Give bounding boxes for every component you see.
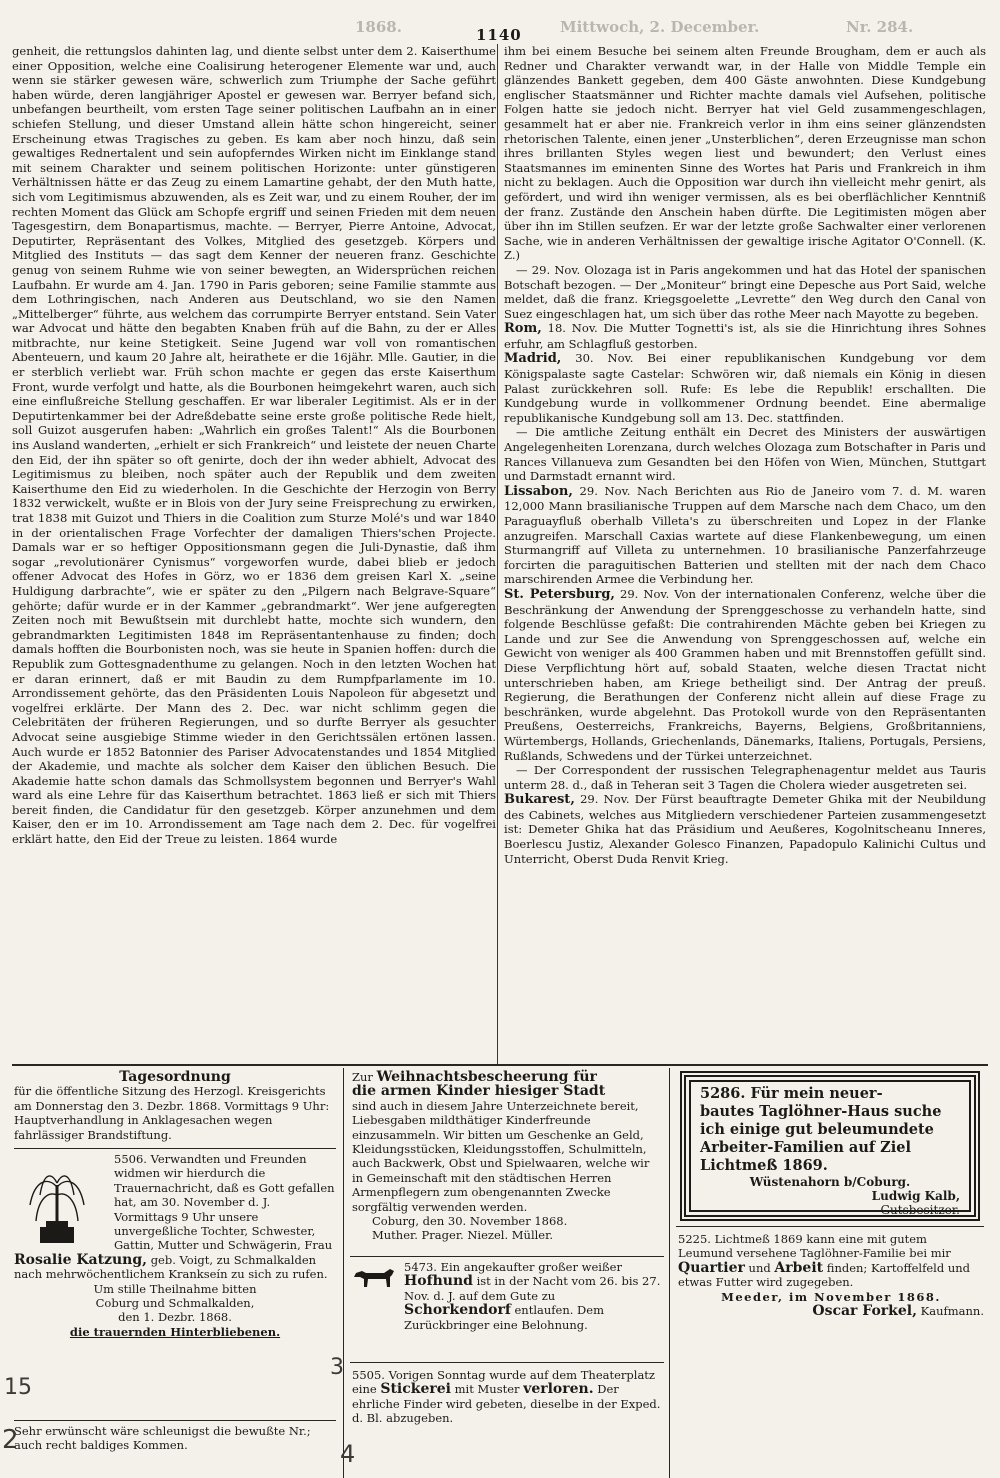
article-paragraph: — 29. Nov. Olozaga ist in Paris angekommen und hat das Hotel der spanischen Botschaft bezogen. — Der „Moniteur“ bringt eine Depesche aus Port Said, welche meldet, daß die franz. Kriegsgoelette „Levrette“ den Weg durch den Canal von Suez eingeschlagen hat, um sich über das rothe Meer nach Mayotte zu begeben.: [504, 262, 986, 321]
lichtmess-und: und: [748, 1260, 771, 1275]
deceased-name: Rosalie Katzung,: [14, 1251, 148, 1268]
death-notice-places: Coburg und Schmalkalden,: [95, 1296, 255, 1311]
lichtmess-role: Kaufmann.: [920, 1304, 984, 1319]
box-line-4: Arbeiter-Familien auf Ziel: [700, 1139, 911, 1156]
ad-separator: [676, 1226, 984, 1227]
death-notice-date: den 1. Dezbr. 1868.: [118, 1310, 232, 1325]
right-news-column: [504, 44, 986, 866]
weihnacht-date: Coburg, den 30. November 1868.: [372, 1214, 568, 1229]
news-petersburg-2: — Der Correspondent der russischen Telegraphenagentur meldet aus Tauris unterm 28. d., daß in Teheran seit 3 Tagen die Cholera wieder ausgetreten sei.: [504, 763, 986, 792]
handwritten-number: 2: [2, 1425, 19, 1455]
column-divider: [497, 44, 498, 1064]
stickerei-text-2: mit Muster: [454, 1382, 520, 1397]
lichtmess-name: Oscar Forkel,: [812, 1303, 917, 1320]
article-paragraph: genheit, die rettungslos dahinten lag, und diente selbst unter dem 2. Kaiserthume einer Opposition, welche eine Coalisirung heterogener Elemente war und, auch wenn sie stärker gewesen wäre, schwerlich zum Triumphe der Sache geführt haben würde, deren langjähriger Apostel er gewesen war. Berryer befand sich, unbefangen beurtheilt, vom ersten Tage seiner politischen Laufbahn an in einer schiefen Stellung, und dieser Umstand allein hätte schon hingereicht, seiner Erscheinung etwas Tragisches zu geben. Es kam aber noch hinzu, daß sein gewaltiges Rednertalent und sein aufopferndes Wirken nicht im Einklange stand mit seinem Charakter und seinem politischen Horizonte: unter günstigeren Verhältnissen hätte er das Zeug zu einem Lamartine gehabt, der den Muth hatte, sich vom Legitimismus abzuwenden, als es Zeit war, und zu einem Rouher, der im rechten Moment das Glück am Schopfe ergriff und seinen Frieden mit dem neuen Tagesgestirn, dem Bonapartismus, machte. — Berryer, Pierre Antoine, Advocat, Deputirter, Repräsentant des Volkes, Mitglied des gesetzgeb. Körpers und Mitglied des Instituts — das sagt dem Kenner der neueren franz. Geschichte genug von seinem Ruhme wie von seiner bewegten, an Widersprüchen reichen Laufbahn. Er wurde am 4. Jan. 1790 in Paris geboren; seine Familie stammte aus dem Lothringischen, nach Anderen aus Deutschland, wo sie den Namen „Mittelberger“ führte, aus welchem das corrumpirte Berryer entstand. Sein Vater war Advocat und hätte den begabten Knaben früh auf die Bahn, zu der er Alles mitbrachte, nur keine Stetigkeit. Seine Jugend war voll von romantischen Abenteuern, und kaum 20 Jahre alt, heirathete er die 16jähr. Mlle. Gautier, in die er sterblich verliebt war. Früh schon machte er gegen das erste Kaiserthum Front, wurde verfolgt und hatte, als die Bourbonen heimgekehrt waren, auch sich eine einflußreiche Stellung geschaffen. Er war liberaler Legitimist. Als er in der Deputirtenkammer bei der Adreßdebatte seine erste große politische Rede hielt, soll Guizot ausgerufen haben: „Wahrlich ein großes Talent!“ Als die Bourbonen ins Ausland wanderten, „erhielt er sich Frankreich“ und leistete der neuen Charte den Eid, der ihn später so oft genirte, doch der ihn weder abhielt, Advocat des Legitimismus zu bleiben, noch später auch der Republik und dem zweiten Kaiserthume den Eid zu wiederholen. In die Geschichte der Herzogin von Berry 1832 verwickelt, wußte er in Blois von der Jury seine Freisprechung zu erwirken, trat 1838 mit Guizot und Thiers in die Coalition zum Sturze Molé's und war 1840 in der orientalischen Frage Vorfechter der damaligen Thiers'schen Projecte. Damals war er so heftiger Oppositionsmann gegen die Juli-Dynastie, daß ihm sogar „revolutionärer Cynismus“ vorgeworfen wurde, dabei blieb er jedoch offener Advocat des Hofes in Görz, wo er 1836 dem greisen Karl X. „seine Huldigung darbrachte“, wie er später zu den „Pilgern nach Belgrave-Square“ gehörte; dafür wurde er in der Kammer „gebrandmarkt“. Wer jene aufgeregten Zeiten noch mit Bewußtsein mit durchlebt hatte, mochte sich wundern, den gebrandmarkten Legitimisten 1848 im Repräsentantenhause zu finden; doch damals hofften die Bourbonisten noch, was sie heute in Spanien hoffen: durch die Republik zum Gottesgnadenthume zu gelangen. Noch in den letzten Wochen hat er daran erinnert, daß er mit Baudin zu dem Rumpfparlamente im 10. Arrondissement gehörte, das den Präsidenten Louis Napoleon für abgesetzt und vogelfrei erklärte. Der Mann des 2. Dec. war nicht schlimm gegen die Celebritäten der früheren Regierungen, und so durfte Berryer als gesuchter Advocat seine ausgiebige Stimme wieder in den Gerichtssälen ertönen lassen. Auch wurde er 1852 Batonnier des Pariser Advocatenstandes und 1854 Mitglied der Akademie, und machte als solcher dem Kaiser den üblichen Besuch. Die Akademie hatte schon damals das Schmollsystem begonnen und Berryer's Wahl ward als eine Lehre für das Kaiserthum betrachtet. 1863 ließ er sich mit Thiers bereit finden, die Candidatur für den gesetzgeb. Körper anzunehmen und dem Kaiser, den er im 10. Arrondissement am Tage nach dem 2. Dec. für vogelfrei erklärt hatte, den Eid der Treue zu leisten. 1864 wurde: [12, 44, 496, 847]
box-signature-role: Gutsbesitzer.: [880, 1203, 960, 1217]
ad-tagesordnung-text: für die öffentliche Sitzung des Herzogl. Kreisgerichts am Donnerstag den 3. Dezbr. 1868. Vormittags 9 Uhr: Hauptverhandlung in Anklagesachen wegen fahrlässiger Brandstiftung.: [14, 1084, 330, 1142]
death-notice-signature: die trauernden Hinterbliebenen.: [69, 1324, 281, 1339]
hofhund-text-2: ist in der Nacht vom 26. bis 27. Nov. d. J. auf dem Gute zu: [404, 1274, 661, 1303]
box-signature-name: Ludwig Kalb,: [871, 1189, 960, 1203]
lichtmess-text: [678, 1232, 984, 1290]
handwritten-number: 3: [330, 1355, 344, 1380]
hofhund-place: Schorkendorf: [404, 1302, 511, 1319]
news-bukarest: [504, 792, 986, 866]
stickerei-text-1: 5505. Vorigen Sonntag wurde auf dem Theaterplatz eine: [352, 1368, 655, 1397]
weihnacht-names: Muther. Prager. Niezel. Müller.: [372, 1228, 553, 1243]
faded-year: 1868.: [355, 18, 402, 36]
ad-separator: [350, 1256, 664, 1257]
ad-separator: [14, 1420, 336, 1421]
box-line-2: bautes Taglöhner-Haus suche: [700, 1103, 942, 1120]
handwritten-number: 15: [4, 1375, 32, 1400]
news-lissabon: [504, 484, 986, 587]
faded-date: Mittwoch, 2. December.: [560, 18, 760, 36]
box-line-3: ich einige gut beleumundete: [700, 1121, 934, 1138]
news-madrid-2: — Die amtliche Zeitung enthält ein Decret des Ministers der auswärtigen Angelegenheiten Lorenzana, durch welches Olozaga zum Botschafter in Paris und Rances Villanueva zum Gesandten bei den Höfen von Wien, München, Stuttgart und Darmstadt ernannt wird.: [504, 425, 986, 484]
lichtmess-quartier: Quartier: [678, 1259, 745, 1276]
dateline-bukarest: Bukarest,: [504, 792, 575, 808]
hofhund-bold: Hofhund: [404, 1273, 473, 1290]
page-header: [0, 18, 1000, 44]
news-rom-text: 18. Nov. Die Mutter Tognetti's ist, als sie die Hinrichtung ihres Sohnes erfuhr, am Schlagfluß gestorben.: [504, 321, 986, 351]
death-notice-name-line: [14, 1253, 336, 1282]
ad-separator: [350, 1362, 664, 1363]
death-notice-text-2: geb. Voigt, zu Schmalkalden nach mehrwöchentlichem Krankseín zu sich zu rufen.: [14, 1252, 328, 1282]
ad-separator: [14, 1148, 336, 1149]
ad-tagesordnung: [14, 1070, 336, 1142]
lichtmess-text-2: finden; Kartoffelfeld und etwas Futter wird zugegeben.: [678, 1260, 971, 1290]
hofhund-text: [352, 1260, 662, 1332]
handwritten-number: 4: [340, 1440, 356, 1468]
weihnacht-title-1: Weihnachtsbescheerung für: [376, 1069, 597, 1085]
ad-request: [14, 1424, 336, 1453]
lichtmess-place: Meeder, im November 1868.: [721, 1289, 941, 1304]
ad-stickerei: [352, 1368, 662, 1426]
news-lissabon-text: 29. Nov. Nach Berichten aus Rio de Janeiro vom 7. d. M. waren 12,000 Mann brasilianische Truppen auf dem Marsche nach dem Chaco, um den Paraguayfluß oberhalb Villeta's zu überschreiten und Lopez in der Flanke anzugreifen. Marschall Caxias wartete auf diese Flankenbewegung, um einen Sturmangriff auf Villeta zu unternehmen. 10 brasilianische Panzerfahrzeuge forcirten die paraguitischen Batterien und stellten mit der nach dem Chaco marschirenden Armee die Verbindung her.: [504, 483, 986, 587]
request-text: Sehr erwünscht wäre schleunigst die bewußte Nr.; auch recht baldiges Kommen.: [14, 1424, 311, 1453]
weihnacht-title-line: [352, 1070, 662, 1084]
news-bukarest-text: 29. Nov. Der Fürst beauftragte Demeter Ghika mit der Neubildung des Cabinets, welches aus Mitgliedern verschiedener Parteien zusammengesetzt ist: Demeter Ghika hat das Präsidium und Aeußeres, Kogolnitscheanu Inneres, Boerlescu Justiz, Alexander Golesco Finanzen, Papadopulo Kalinichi Cultus und Unterricht, Oberst Duda Renvit Krieg.: [504, 792, 987, 866]
ad-lichtmess: [678, 1232, 984, 1318]
stickerei-text-3: Der ehrliche Finder wird gebeten, dieselbe in der Exped. d. Bl. abzugeben.: [352, 1382, 661, 1426]
dateline-petersburg: St. Petersburg,: [504, 586, 615, 602]
dateline-rom: Rom,: [504, 321, 542, 337]
dateline-lissabon: Lissabon,: [504, 483, 573, 499]
ad-death-notice: [14, 1152, 336, 1339]
death-notice-closing: Um stille Theilnahme bitten: [93, 1281, 257, 1296]
ad-weihnacht: [352, 1070, 662, 1243]
ad-hofhund: [352, 1260, 662, 1332]
news-petersburg-text: 29. Nov. Von der internationalen Conferenz, welche über die Beschränkung der Anwendung der Sprenggeschosse zu verhandeln hatte, sind folgende Beschlüsse gefaßt: Die contrahirenden Mächte geben bei Kriegen zu Lande und zur See die Anwendung von Sprenggeschossen auf, welche ein Gewicht von weniger als 400 Grammen haben und mit Brennstoffen gefüllt sind. Diese Verpflichtung hört auf, sobald Staaten, welche diesen Tractat nicht unterschrieben haben, am Kriege betheiligt sind. Der Antrag der preuß. Regierung, die Berathungen der Conferenz nicht allein auf diese Frage zu beschränken, wurde abgelehnt. Das Protokoll wurde von den Repräsentanten Preußens, Oesterreichs, Frankreichs, Bayerns, Belgiens, Großbritanniens, Würtembergs, Hollands, Griechenlands, Dänemarks, Italiens, Portugals, Persiens, Rußlands, Schwedens und der Türkei unterzeichnet.: [504, 586, 986, 763]
weihnacht-lead: Zur: [352, 1070, 373, 1084]
ad-tagesordnung-title: Tagesordnung: [119, 1069, 231, 1085]
weihnacht-text: sind auch in diesem Jahre Unterzeichnete bereit, Liebesgaben mildthätiger Kinderfreunde einzusammeln. Wir bitten um Geschenke an Geld, Kleidungsstücken, Kleidungsstoffen, Schulmitteln, auch Backwerk, Obst und Spielwaaren, welche wir in Gemeinschaft mit den städtischen Herren Armenpflegern zum obengenannten Zwecke sorgfältig verwenden werden.: [352, 1098, 650, 1214]
box-location: Wüstenahorn b/Coburg.: [749, 1175, 911, 1189]
stickerei-bold-2: verloren.: [523, 1381, 594, 1398]
stickerei-text: [352, 1368, 662, 1426]
lichtmess-signature: [678, 1304, 984, 1318]
weihnacht-title-2: die armen Kinder hiesiger Stadt: [352, 1083, 606, 1100]
box-line-1: 5286. Für mein neuer-: [700, 1085, 883, 1102]
ads-divider-right: [669, 1068, 670, 1478]
stickerei-bold: Stickerei: [380, 1381, 451, 1398]
page-number: 1140: [476, 26, 522, 44]
news-petersburg: [504, 587, 986, 763]
news-rom: [504, 321, 986, 351]
ads-divider-left: [343, 1068, 344, 1478]
lichtmess-arbeit: Arbeit: [774, 1259, 824, 1276]
hofhund-text-3: entlaufen. Dem Zurückbringer eine Belohnung.: [404, 1303, 604, 1332]
ad-box-arbeiter: [680, 1071, 980, 1221]
death-notice-text: 5506. Verwandten und Freunden widmen wir hierdurch die Trauernachricht, daß es Gott gefallen hat, am 30. November d. J. Vormittags 9 Uhr unsere unvergeßliche Tochter, Schwester, Gattin, Mutter und Schwägerin, Frau: [114, 1152, 335, 1253]
ads-top-rule: [12, 1064, 988, 1066]
lichtmess-text-1: 5225. Lichtmeß 1869 kann eine mit gutem Leumund versehene Taglöhner-Familie bei mir: [678, 1232, 951, 1261]
left-article-column: [12, 44, 496, 847]
article-paragraph: ihm bei einem Besuche bei seinem alten Freunde Brougham, dem er auch als Redner und Charakter verwandt war, in der Halle von Middle Temple ein glänzendes Bankett gegeben, dem 400 Gäste anwohnten. Diese Kundgebung englischer Staatsmänner und Richter machte damals viel Aufsehen, politische Folgen hatte sie jedoch nicht. Berryer hat viel Geld zusammengeschlagen, gesammelt hat er aber nie. Frankreich verlor in ihm eins seiner glänzendsten rhetorischen Talente, einen jener „Unsterblichen“, deren Erzeugnisse man schon ihres brillanten Styles wegen liest und bewundert; den Verlust eines Staatsmannes im eminenten Sinne des Wortes hat Paris und Frankreich in ihm nicht zu beklagen. Auch die Opposition war durch ihn vielleicht mehr genirt, als gefördert, und wird ihn weniger vermissen, als es bei oberflächlicher Kenntniß der franz. Zustände den Anschein haben dürfte. Die Legitimisten mögen aber über ihn im Stillen seufzen. Er war der letzte große Sachwalter einer verlorenen Sache, wie in anderen Verhältnissen der gewaltige irische Agitator O'Connell. (K. Z.): [504, 44, 986, 263]
dateline-madrid: Madrid,: [504, 351, 562, 367]
news-madrid-text: 30. Nov. Bei einer republikanischen Kundgebung vor dem Königspalaste sagte Castelar: Schwören wir, daß niemals ein König in diesen Palast zurückkehren soll. Rufe: Es lebe die Republik! erschallten. Die Kundgebung wurde in vollkommener Ordnung beendet. Eine abermalige republikanische Kundgebung soll am 13. Dec. stattfinden.: [504, 351, 986, 425]
news-madrid: [504, 351, 986, 425]
box-line-5: Lichtmeß 1869.: [700, 1157, 828, 1174]
faded-issue-number: Nr. 284.: [846, 18, 914, 36]
hofhund-text-1: 5473. Ein angekaufter großer weißer: [404, 1260, 622, 1274]
